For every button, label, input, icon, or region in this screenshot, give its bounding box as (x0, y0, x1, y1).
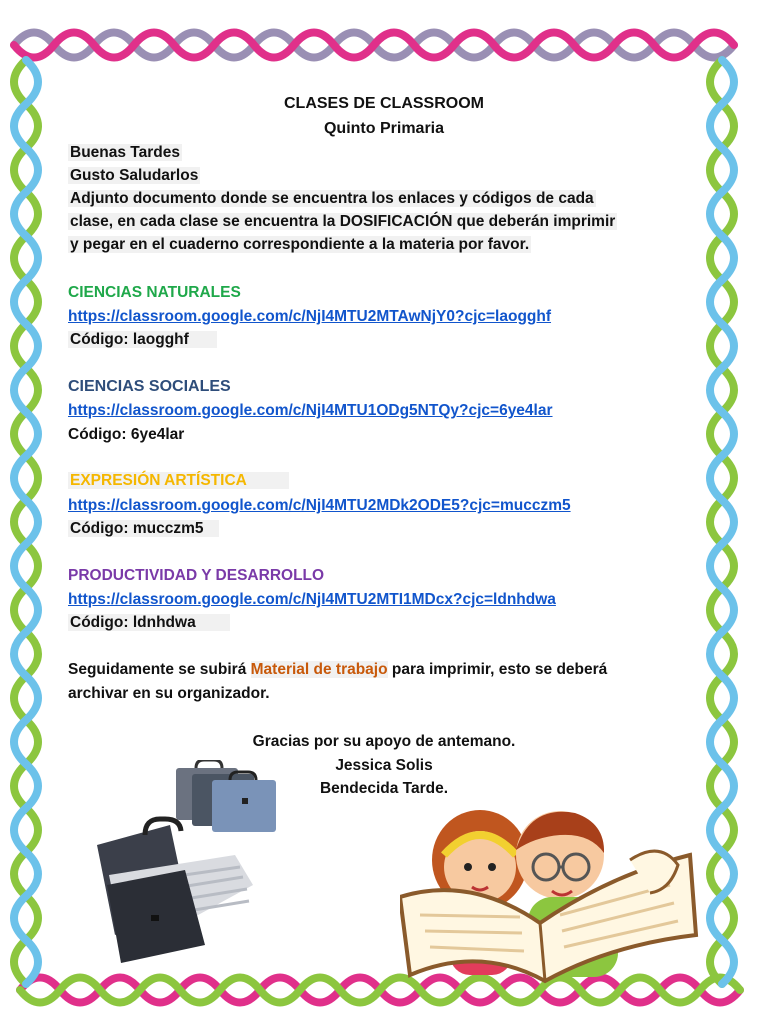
classroom-link[interactable]: https://classroom.google.com/c/NjI4MTU1ODg5NTQy?cjc=6ye4lar (68, 402, 553, 419)
classroom-link[interactable]: https://classroom.google.com/c/NjI4MTU2MTI1MDcx?cjc=ldnhdwa (68, 591, 556, 608)
closing-thanks: Gracias por su apoyo de antemano. (252, 733, 516, 750)
signature-name: Jessica Solis (335, 757, 433, 774)
material-note-line: archivar en su organizador. (68, 685, 270, 702)
document-title: CLASES DE CLASSROOM (283, 95, 484, 112)
greeting-line: Buenas Tardes (70, 144, 180, 161)
intro-paragraph-line: clase, en cada clase se encuentra la DOSIFICACIÓN que deberán imprimir (70, 213, 616, 230)
class-code: Código: 6ye4lar (68, 426, 185, 443)
class-code: Código: mucczm5 (68, 520, 219, 538)
accordion-folder-large-icon (85, 815, 265, 965)
classroom-link[interactable]: https://classroom.google.com/c/NjI4MTU2MDk2ODE5?cjc=mucczm5 (68, 497, 571, 514)
greeting-line: Gusto Saludarlos (70, 167, 199, 184)
material-note-line: Seguidamente se subirá Material de trabajo para imprimir, esto se deberá (68, 661, 608, 678)
subject-heading: PRODUCTIVIDAD Y DESARROLLO (68, 567, 325, 584)
closing-farewell: Bendecida Tarde. (319, 780, 449, 797)
grade-label: Quinto Primaria (323, 120, 445, 137)
subject-heading: CIENCIAS NATURALES (68, 284, 241, 301)
material-highlight: Material de trabajo (250, 661, 388, 678)
intro-paragraph-line: Adjunto documento donde se encuentra los enlaces y códigos de cada (70, 190, 594, 207)
classroom-link[interactable]: https://classroom.google.com/c/NjI4MTU2MTAwNjY0?cjc=laogghf (68, 308, 552, 325)
subject-heading: EXPRESIÓN ARTÍSTICA (68, 472, 289, 490)
class-code: Código: laogghf (68, 331, 217, 349)
class-code: Código: ldnhdwa (68, 614, 230, 632)
kids-reading-book-icon (400, 805, 700, 995)
intro-paragraph-line: y pegar en el cuaderno correspondiente a la materia por favor. (70, 236, 530, 253)
subject-heading: CIENCIAS SOCIALES (68, 378, 231, 395)
